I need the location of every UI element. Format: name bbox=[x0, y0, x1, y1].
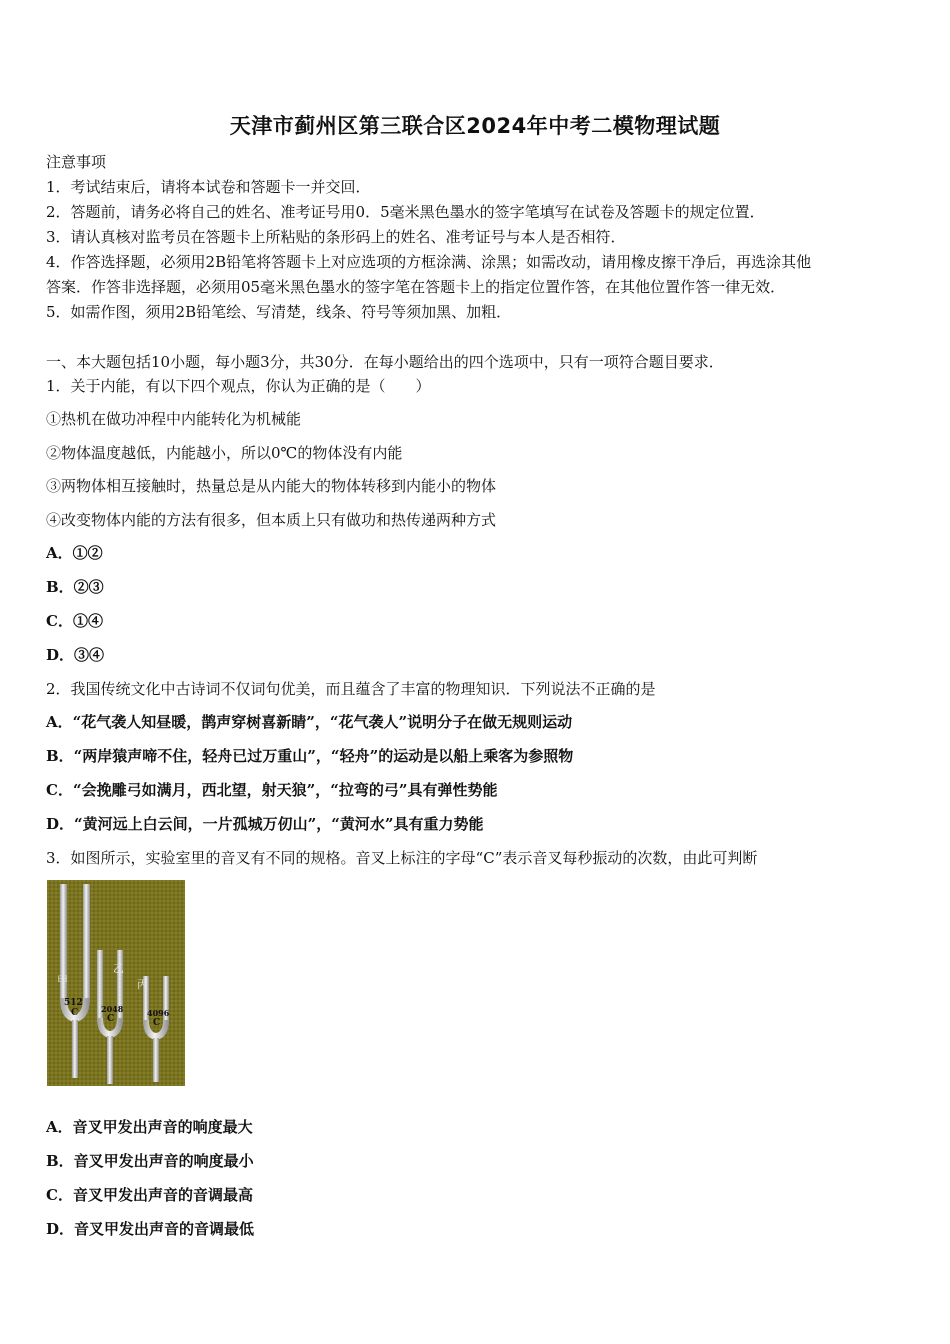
fork-letter-yi: C bbox=[107, 1014, 115, 1024]
question-2-option-a: A．“花气袭人知昼暖，鹊声穿树喜新睛”，“花气袭人”说明分子在做无规则运动 bbox=[46, 713, 573, 731]
question-1-statement: ①热机在做功冲程中内能转化为机械能 bbox=[46, 410, 302, 428]
tuning-fork-photo bbox=[47, 880, 185, 1086]
question-2-option-c: C．“会挽雕弓如满月，西北望，射天狼”，“拉弯的弓”具有弹性势能 bbox=[46, 781, 498, 799]
fork-freq-jia: 512 bbox=[64, 998, 83, 1008]
question-1-option-d: D．③④ bbox=[46, 646, 105, 664]
question-3-stem: 3．如图所示，实验室里的音叉有不同的规格。音叉上标注的字母“C”表示音叉每秒振动的次数，由此可判断 bbox=[46, 849, 758, 867]
question-3-option-a: A．音叉甲发出声音的响度最大 bbox=[46, 1118, 253, 1136]
notice-item: 答案．作答非选择题，必须用05毫米黑色墨水的签字笔在答题卡上的指定位置作答，在其他位置作答一律无效． bbox=[46, 278, 786, 296]
fork-label-yi: 乙 bbox=[113, 962, 124, 975]
fork-label-bing: 丙 bbox=[137, 978, 148, 991]
question-1-option-c: C．①④ bbox=[46, 612, 103, 630]
page-title: 天津市蓟州区第三联合区2024年中考二模物理试题 bbox=[229, 114, 721, 138]
question-1-option-b: B．②③ bbox=[46, 578, 104, 596]
question-2-stem: 2．我国传统文化中古诗词不仅词句优美，而且蕴含了丰富的物理知识．下列说法不正确的是 bbox=[46, 680, 656, 698]
notice-item: 4．作答选择题，必须用2B铅笔将答题卡上对应选项的方框涂满、涂黑；如需改动，请用橡皮擦干净后，再选涂其他 bbox=[46, 253, 812, 271]
question-3-option-c: C．音叉甲发出声音的音调最高 bbox=[46, 1186, 253, 1204]
notice-heading: 注意事项 bbox=[46, 153, 107, 171]
notice-item: 1．考试结束后，请将本试卷和答题卡一并交回． bbox=[46, 178, 371, 196]
notice-item: 5．如需作图，须用2B铅笔绘、写清楚，线条、符号等须加黑、加粗． bbox=[46, 303, 512, 321]
question-2-option-d: D．“黄河远上白云间，一片孤城万仞山”，“黄河水”具有重力势能 bbox=[46, 815, 484, 833]
section-intro: 一、本大题包括10小题，每小题3分，共30分．在每小题给出的四个选项中，只有一项符合题目要求． bbox=[46, 353, 724, 371]
question-1-statement: ③两物体相互接触时，热量总是从内能大的物体转移到内能小的物体 bbox=[46, 477, 497, 495]
fork-label-jia: 甲 bbox=[57, 974, 68, 987]
question-1-stem: 1．关于内能，有以下四个观点，你认为正确的是（ ） bbox=[46, 377, 431, 395]
question-1-statement: ④改变物体内能的方法有很多，但本质上只有做功和热传递两种方式 bbox=[46, 511, 497, 529]
fork-freq-yi: 2048 bbox=[101, 1004, 124, 1014]
notice-item: 3．请认真核对监考员在答题卡上所粘贴的条形码上的姓名、准考证号与本人是否相符． bbox=[46, 228, 626, 246]
question-1-statement: ②物体温度越低，内能越小，所以0℃的物体没有内能 bbox=[46, 444, 403, 462]
question-1-option-a: A．①② bbox=[46, 544, 103, 562]
question-2-option-b: B．“两岸猿声啼不住，轻舟已过万重山”，“轻舟”的运动是以船上乘客为参照物 bbox=[46, 747, 574, 765]
fork-letter-bing: C bbox=[153, 1018, 161, 1028]
question-3-option-b: B．音叉甲发出声音的响度最小 bbox=[46, 1152, 254, 1170]
fork-letter-jia: C bbox=[71, 1008, 79, 1018]
fork-freq-bing: 4096 bbox=[147, 1008, 170, 1018]
notice-item: 2．答题前，请务必将自己的姓名、准考证号用0．5毫米黑色墨水的签字笔填写在试卷及答题卡的规定位置． bbox=[46, 203, 765, 221]
question-3-option-d: D．音叉甲发出声音的音调最低 bbox=[46, 1220, 255, 1238]
